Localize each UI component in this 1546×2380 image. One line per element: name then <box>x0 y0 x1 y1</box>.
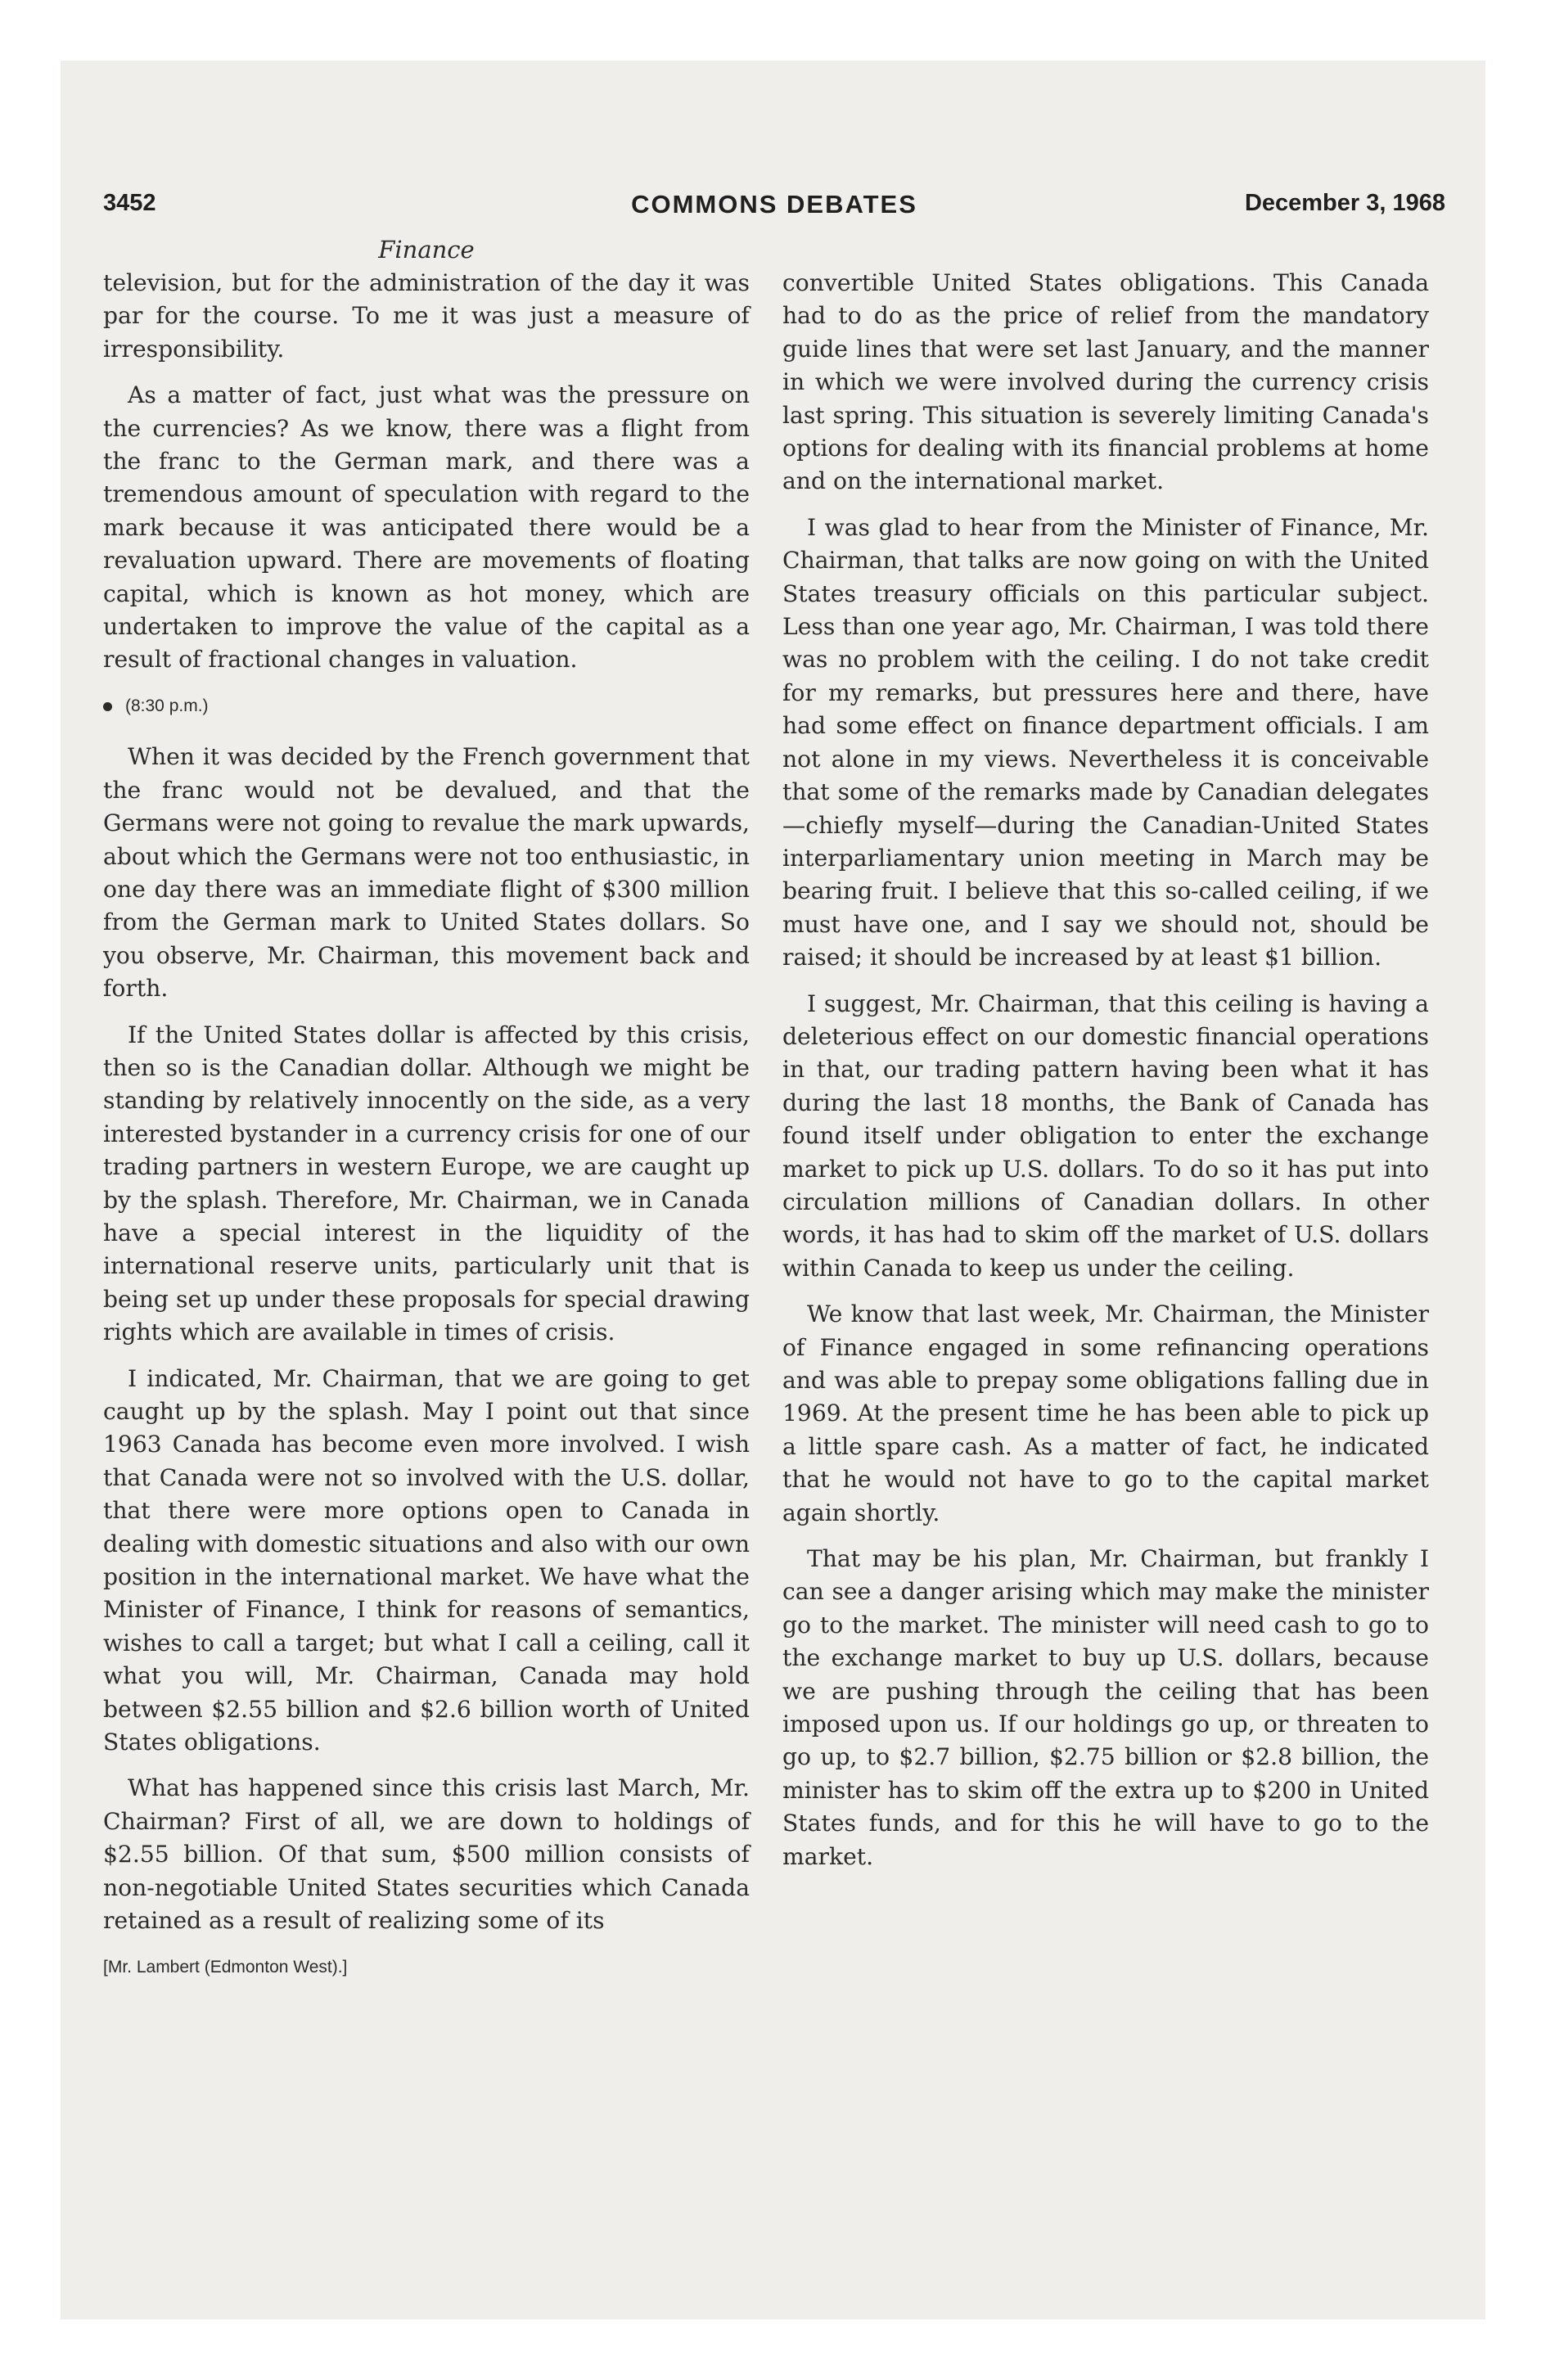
time-marker <box>103 690 750 723</box>
paragraph: television, but for the administration of the day it was par for the course. To me it was just a measure of irresponsibility. <box>103 269 750 363</box>
page-header <box>103 190 1445 231</box>
paragraph: I was glad to hear from the Minister of Finance, Mr. Chairman, that talks are now going on with the United States treasury officials on this particular subject. Less than one year ago, Mr. Chairman, I was told there was no problem with the ceiling. I do not take credit for my remarks, but pressures here and there, have had some effect on finance department officials. I am not alone in my views. Nevertheless it is conceivable that some of the remarks made by Canadian delegates—chiefly myself—during the Canadian-United States interparliamentary union meeting in March may be bearing fruit. I believe that this so-called ceiling, if we must have one, and I say we should not, should be raised; it should be increased by at least $1 billion. <box>782 513 1429 971</box>
paragraph: As a matter of fact, just what was the pressure on the currencies? As we know, there was a flight from the franc to the German mark, and there was a tremendous amount of speculation with regard to the mark because it was anticipated there would be a revaluation upward. There are movements of floating capital, which is known as hot money, which are undertaken to improve the value of the capital as a result of fractional changes in valuation. <box>103 381 750 674</box>
left-column <box>103 267 750 1984</box>
paragraph: I suggest, Mr. Chairman, that this ceiling is having a deleterious effect on our domestic financial operations in that, our trading pattern having been what it has during the last 18 months, the Bank of Canada has found itself under obligation to enter the exchange market to pick up U.S. dollars. To do so it has put into circulation millions of Canadian dollars. In other words, it has had to skim off the market of U.S. dollars within Canada to keep us under the ceiling. <box>782 989 1429 1282</box>
publication-title: COMMONS DEBATES <box>631 190 917 219</box>
paragraph: That may be his plan, Mr. Chairman, but frankly I can see a danger arising which may make the minister go to the market. The minister will need cash to go to the exchange market to buy up U.S. dollars, because we are pushing through the ceiling that has been imposed upon us. If our holdings go up, or threaten to go up, to $2.7 billion, $2.75 billion or $2.8 billion, the minister has to skim off the extra up to $200 in United States funds, and for this he will have to go to the market. <box>782 1545 1429 1870</box>
speaker-attribution: [Mr. Lambert (Edmonton West).] <box>103 1957 348 1977</box>
paragraph: What has happened since this crisis last March, Mr. Chairman? First of all, we are down to holdings of $2.55 billion. Of that sum, $500 million consists of non-negotiable United States securities which Canada retained as a result of realizing some of its <box>103 1774 750 1935</box>
right-column <box>782 267 1429 1886</box>
page-number: 3452 <box>103 190 156 216</box>
document-page <box>61 61 1485 2319</box>
bullet-icon <box>103 702 112 711</box>
paragraph: convertible United States obligations. This Canada had to do as the price of relief from the mandatory guide lines that were set last January, and the manner in which we were involved during the currency crisis last spring. This situation is severely limiting Canada's options for dealing with its financial problems at home and on the international market. <box>782 269 1429 495</box>
section-title: Finance <box>378 236 475 264</box>
paragraph: When it was decided by the French government that the franc would not be devalued, and that the Germans were not going to revalue the mark upwards, about which the Germans were not too enthusiastic, in one day there was an immediate flight of $300 million from the German mark to United States dollars. So you observe, Mr. Chairman, this movement back and forth. <box>103 743 750 1003</box>
publication-date: December 3, 1968 <box>1244 190 1445 216</box>
time-marker-text: (8:30 p.m.) <box>125 696 209 715</box>
paragraph: If the United States dollar is affected by this crisis, then so is the Canadian dollar. Although we might be standing by relatively innocently on the side, as a very interested bystander in a currency crisis for one of our trading partners in western Europe, we are caught up by the splash. Therefore, Mr. Chairman, we in Canada have a special interest in the liquidity of the international reserve units, particularly unit that is being set up under these proposals for special drawing rights which are available in times of crisis. <box>103 1021 750 1346</box>
paragraph: I indicated, Mr. Chairman, that we are going to get caught up by the splash. May I point out that since 1963 Canada has become even more involved. I wish that Canada were not so involved with the U.S. dollar, that there were more options open to Canada in dealing with domestic situations and also with our own position in the international market. We have what the Minister of Finance, I think for reasons of semantics, wishes to call a target; but what I call a ceiling, call it what you will, Mr. Chairman, Canada may hold between $2.55 billion and $2.6 billion worth of United States obligations. <box>103 1364 750 1756</box>
paragraph: We know that last week, Mr. Chairman, the Minister of Finance engaged in some refinancing operations and was able to prepay some obligations falling due in 1969. At the present time he has been able to pick up a little spare cash. As a matter of fact, he indicated that he would not have to go to the capital market again shortly. <box>782 1300 1429 1526</box>
